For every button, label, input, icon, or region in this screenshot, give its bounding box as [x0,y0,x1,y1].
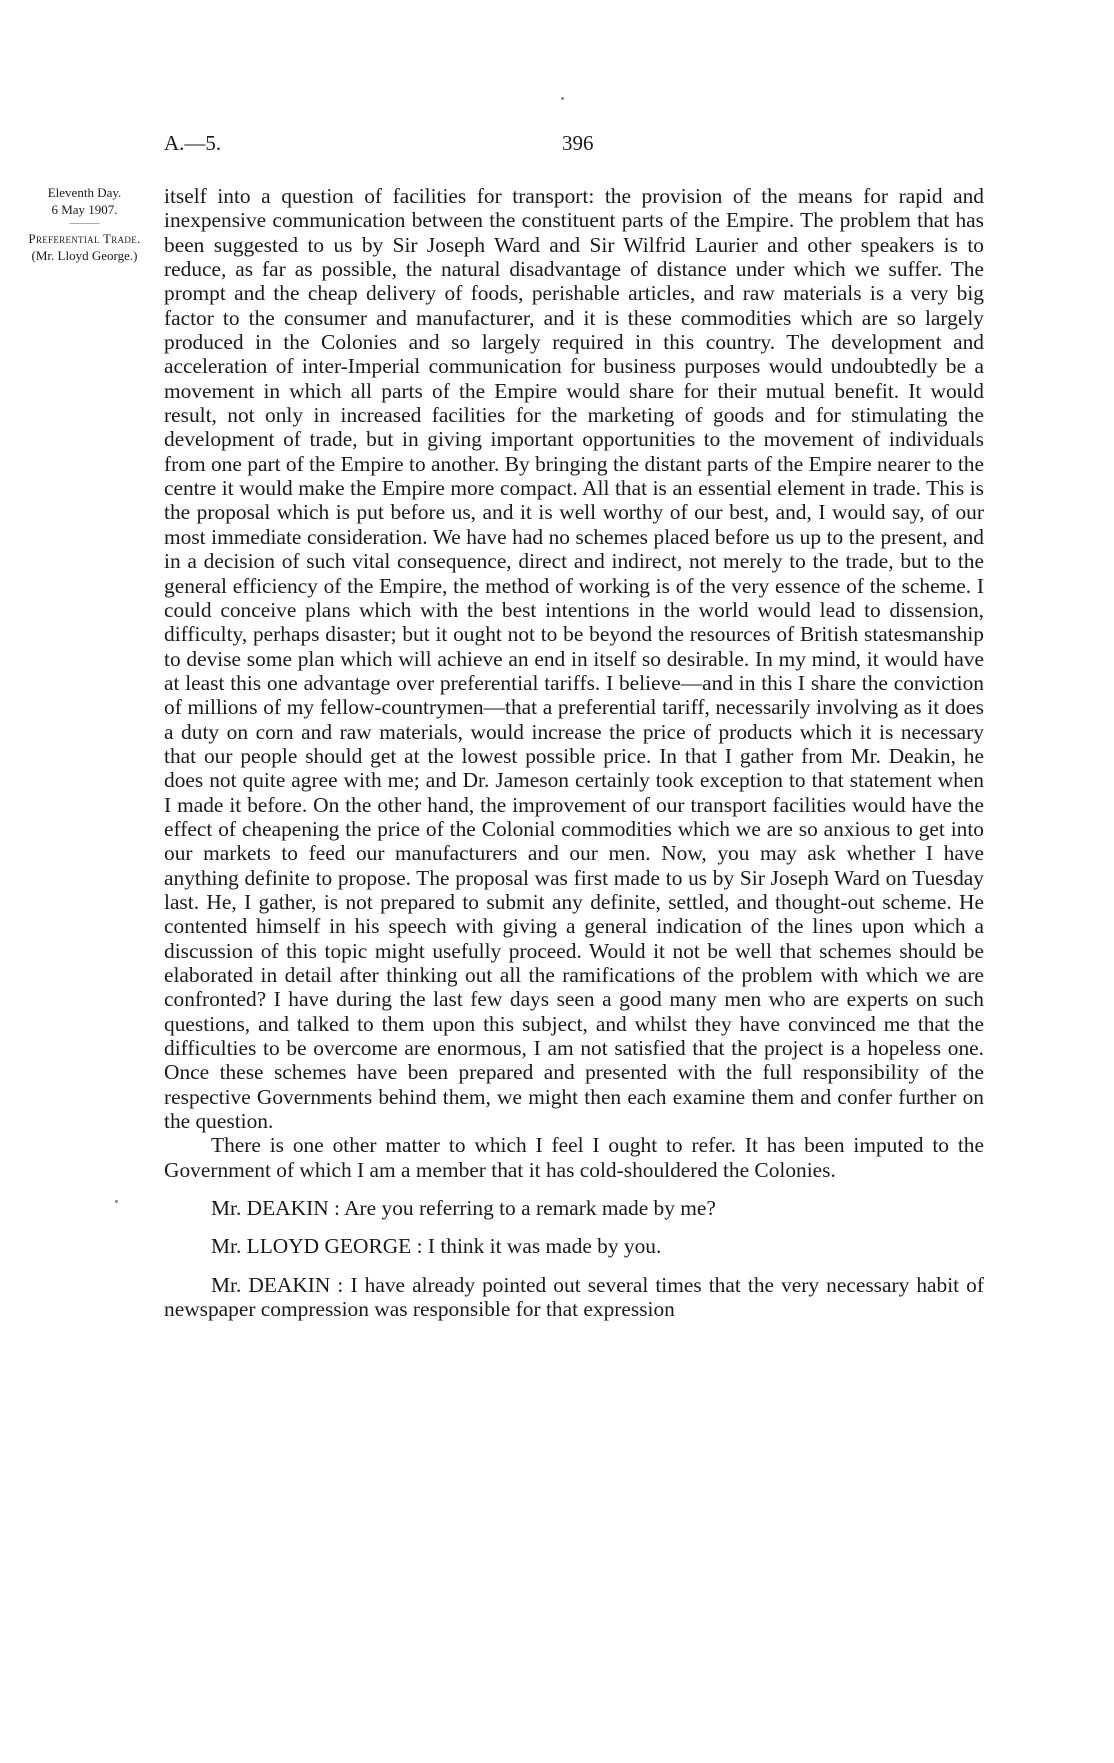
margin-separator: ——— [69,218,100,229]
main-text [164,184,984,1321]
margin-subject: Preferential Trade. [28,231,141,246]
page-header [164,131,984,161]
speaker-name: Mr. DEAKIN [211,1196,329,1221]
margin-date: 6 May 1907. [51,202,118,217]
scan-speck [561,97,564,100]
speech-line: Mr. DEAKIN : Are you referring to a remark made by me? [211,1196,716,1221]
page-number: 396 [562,131,594,155]
speech-line: Mr. LLOYD GEORGE : I think it was made by you. [211,1234,662,1259]
margin-speaker: (Mr. Lloyd George.) [31,248,138,263]
paragraph-continuation: itself into a question of facilities for transport: the provision of the means for rapid and inexpensive communication between the constituent parts of the Empire. The problem that has been suggested to us by Sir Joseph Ward and Sir Wilfrid Laurier and other speakers is to reduce, as far as possible, the natural disadvantage of distance under which we suffer. The prompt and the cheap delivery of foods, perishable articles, and raw materials is a very big factor to the consumer and manufacturer, and it is these commodities which are so largely produced in the Colonies and so largely required in this country. The development and acceleration of inter-Imperial communication for business purposes would undoubtedly be a movement in which all parts of the Empire would share for their mutual benefit. It would result, not only in increased facilities for the marketing of goods and for stimulating the development of trade, but in giving important opportunities to the movement of individuals from one part of the Empire to another. By bringing the distant parts of the Empire nearer to the centre it would make the Empire more compact. All that is an essential element in trade. This is the proposal which is put before us, and it is well worthy of our best, and, I would say, of our most immediate consideration. We have had no schemes placed before us up to the present, and in a decision of such vital consequence, direct and indirect, not merely to the trade, but to the general efficiency of the Empire, the method of working is of the very essence of the scheme. I could conceive plans which with the best intentions in the world would lead to dissension, difficulty, perhaps disaster; but it ought not to be beyond the resources of British statesmanship to devise some plan which will achieve an end in itself so desirable. In my mind, it would have at least this one advantage over preferential tariffs. I believe—and in this I share the conviction of millions of my fellow-countrymen—that a preferential tariff, necessarily involving as it does a duty on corn and raw materials, would increase the price of products which it is necessary that our people should get at the lowest possible price. In that I gather from Mr. Deakin, he does not quite agree with me; and Dr. Jameson certainly took exception to that statement when I made it before. On the other hand, the improvement of our transport facilities would have the effect of cheapening the price of the Colonial commodities which we are so anxious to get into our markets to feed our manufacturers and our men. Now, you may ask whether I have anything definite to propose. The proposal was first made to us by Sir Joseph Ward on Tuesday last. He, I gather, is not prepared to submit any definite, settled, and thought-out scheme. He contented himself in his speech with giving a general indication of the lines upon which a discussion of this topic might usefully proceed. Would it not be well that schemes should be elaborated in detail after thinking out all the ramifications of the problem with which we are confronted? I have during the last few days seen a good many men who are experts on such questions, and talked to them upon this subject, and whilst they have convinced me that the difficulties to be overcome are enormous, I am not satisfied that the project is a hopeless one. Once these schemes have been prepared and presented with the full responsibility of the respective Governments behind them, we might then each examine them and confer further on the question. [164,184,984,1134]
speech-text: I think it was made by you. [427,1234,662,1259]
speech-text: Are you referring to a remark made by me? [344,1196,716,1221]
margin-day: Eleventh Day. [47,185,122,200]
margin-note [22,184,147,264]
scan-speck [115,1200,118,1203]
speech-text: I have already pointed out several times that the very necessary habit of newspaper compression was responsible for that expression [164,1272,985,1322]
paragraph-other-matter: There is one other matter to which I feel I ought to refer. It has been imputed to the Government of which I am a member that it has cold-shouldered the Colonies. [164,1133,984,1182]
speaker-name: Mr. DEAKIN [211,1272,331,1297]
speech-line: Mr. DEAKIN : I have already pointed out several times that the very necessary habit of newspaper compression was responsible for that expression [164,1272,985,1322]
document-reference: A.—5. [164,131,222,155]
speaker-name: Mr. LLOYD GEORGE [211,1234,412,1259]
